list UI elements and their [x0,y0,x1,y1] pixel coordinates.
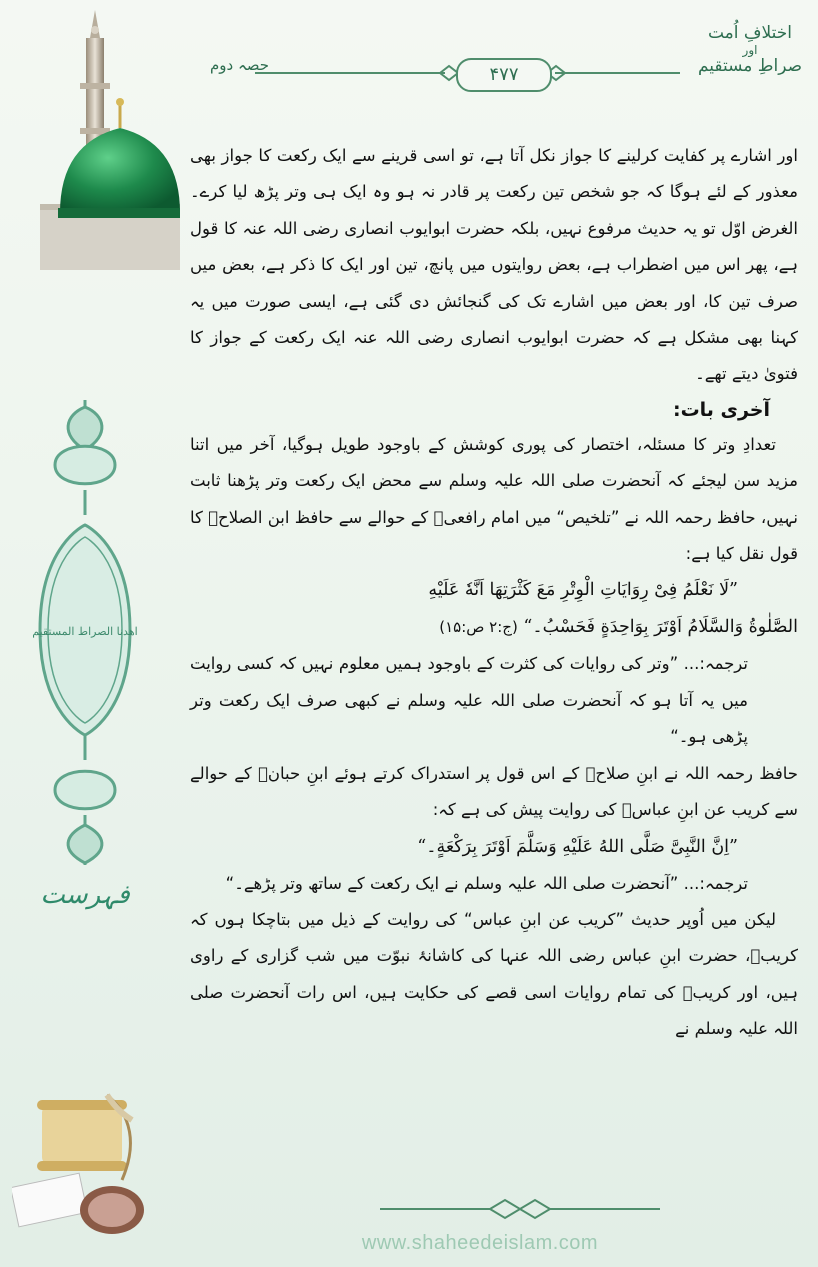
translation-2: ترجمہ:... ”آنحضرت صلی اللہ علیہ وسلم نے ایک رکعت کے ساتھ وتر پڑھے۔“ [225,873,748,893]
website-link[interactable]: www.shaheedeislam.com [361,1232,599,1254]
translation-1: ترجمہ:... ”وتر کی روایات کی کثرت کے باوجود ہمیں معلوم نہیں کہ کسی روایت میں یہ آتا ہو کہ آنحضرت صلی اللہ علیہ وسلم نے کبھی صرف ایک رکعت وتر پڑھی ہو۔“ [190,654,748,747]
arabic-quote-1-reference: (ج:۲ ص:۱۵) [439,618,518,637]
arabic-quote-2: ”اِنَّ النَّبِیَّ صَلَّی اللهُ عَلَیْهِ وَسَلَّمَ اَوْتَرَ بِرَکْعَةٍ۔“ [417,836,738,857]
book-title-line1: اختلافِ اُمت [707,23,793,43]
scroll-quill-image [12,1085,152,1245]
mosque-dome-image [20,8,180,270]
paragraph-2: تعدادِ وتر کا مسئلہ، اختصار کی پوری کوشش کے باوجود طویل ہوگیا، آخر میں اتنا مزید سن لیجئے کہ آنحضرت صلی اللہ علیہ وسلم سے محض ایک رکعت وتر پڑھنا ثابت نہیں، حافظ رحمہ اللہ نے ”تلخیص“ میں امام رافعیؒ کے حوالے سے حافظ ابن الصلاحؒ کا قول نقل کیا ہے: [190,434,798,564]
paragraph-3: حافظ رحمہ اللہ نے ابنِ صلاحؒ کے اس قول پر استدراک کرتے ہوئے ابنِ حبانؒ کے حوالے سے کریب عن ابنِ عباسؓ کی روایت پیش کی ہے کہ: [190,763,798,820]
calligraphy-text: اهدنا الصراط المستقيم [32,625,138,638]
arabic-quote-1-line1: ”لَا نَعْلَمُ فِیْ رِوَایَاتِ الْوِتْرِ مَعَ کَثْرَتِھَا اَنَّهٗ عَلَیْهِ [428,580,738,601]
page-number: ۴۷۷ [456,58,552,92]
arabic-quote-1-line2 [190,609,798,646]
header-rule-left [255,72,445,74]
header-rule-right [555,72,680,74]
toc-link[interactable]: فہرست [40,880,130,910]
paragraph-4: لیکن میں اُوپر حدیث ”کریب عن ابنِ عباس“ کی روایت کے ذیل میں بتاچکا ہوں کہ کریبؒ، حضرت ابنِ عباس رضی اللہ عنہا کی کاشانۂ نبوّت میں شب گزاری کے راوی ہیں، اور کریبؒ کی تمام روایات اسی قصے کی حکایت ہیں، اس رات آنحضرت صلی اللہ علیہ وسلم نے [190,909,798,1039]
arabic-quote-1-line2-text: الصَّلٰوةُ وَالسَّلَامُ اَوْتَرَ بِوَاحِدَةٍ فَحَسْبُ۔“ [523,617,798,638]
section-heading: آخری بات: [672,398,770,421]
book-title-line2: اور [742,42,758,57]
section-label: حصہ دوم [210,56,270,74]
book-title-line3: صراطِ مستقیم [697,56,803,77]
calligraphy-ornament [30,395,140,870]
book-title [690,24,810,77]
paragraph-1: اور اشارے پر کفایت کرلینے کا جواز نکل آتا ہے، تو اسی قرینے سے ایک رکعت کا جواز بھی معذور کے لئے ہوگا کہ جو شخص تین رکعت پر قادر نہ ہو وہ ایک ہی وتر پڑھ لیا کرے۔ الغرض اوّل تو یہ حدیث مرفوع نہیں، بلکہ حضرت ابوایوب انصاری رضی اللہ عنہ کا قول ہے، پھر اس میں اضطراب ہے، بعض روایتوں میں پانچ، تین اور ایک کا ذکر ہے، بعض میں صرف تین کا، اور بعض میں اشارے تک کی گنجائش دی گئی ہے، ایسی صورت میں یہ کہنا بھی مشکل ہے کہ حضرت ابوایوب انصاری رضی اللہ عنہ ایک رکعت کے جواز کا فتویٰ دیتے تھے۔ [190,146,798,384]
footer-ornament [380,1197,660,1221]
main-text [190,138,798,1048]
